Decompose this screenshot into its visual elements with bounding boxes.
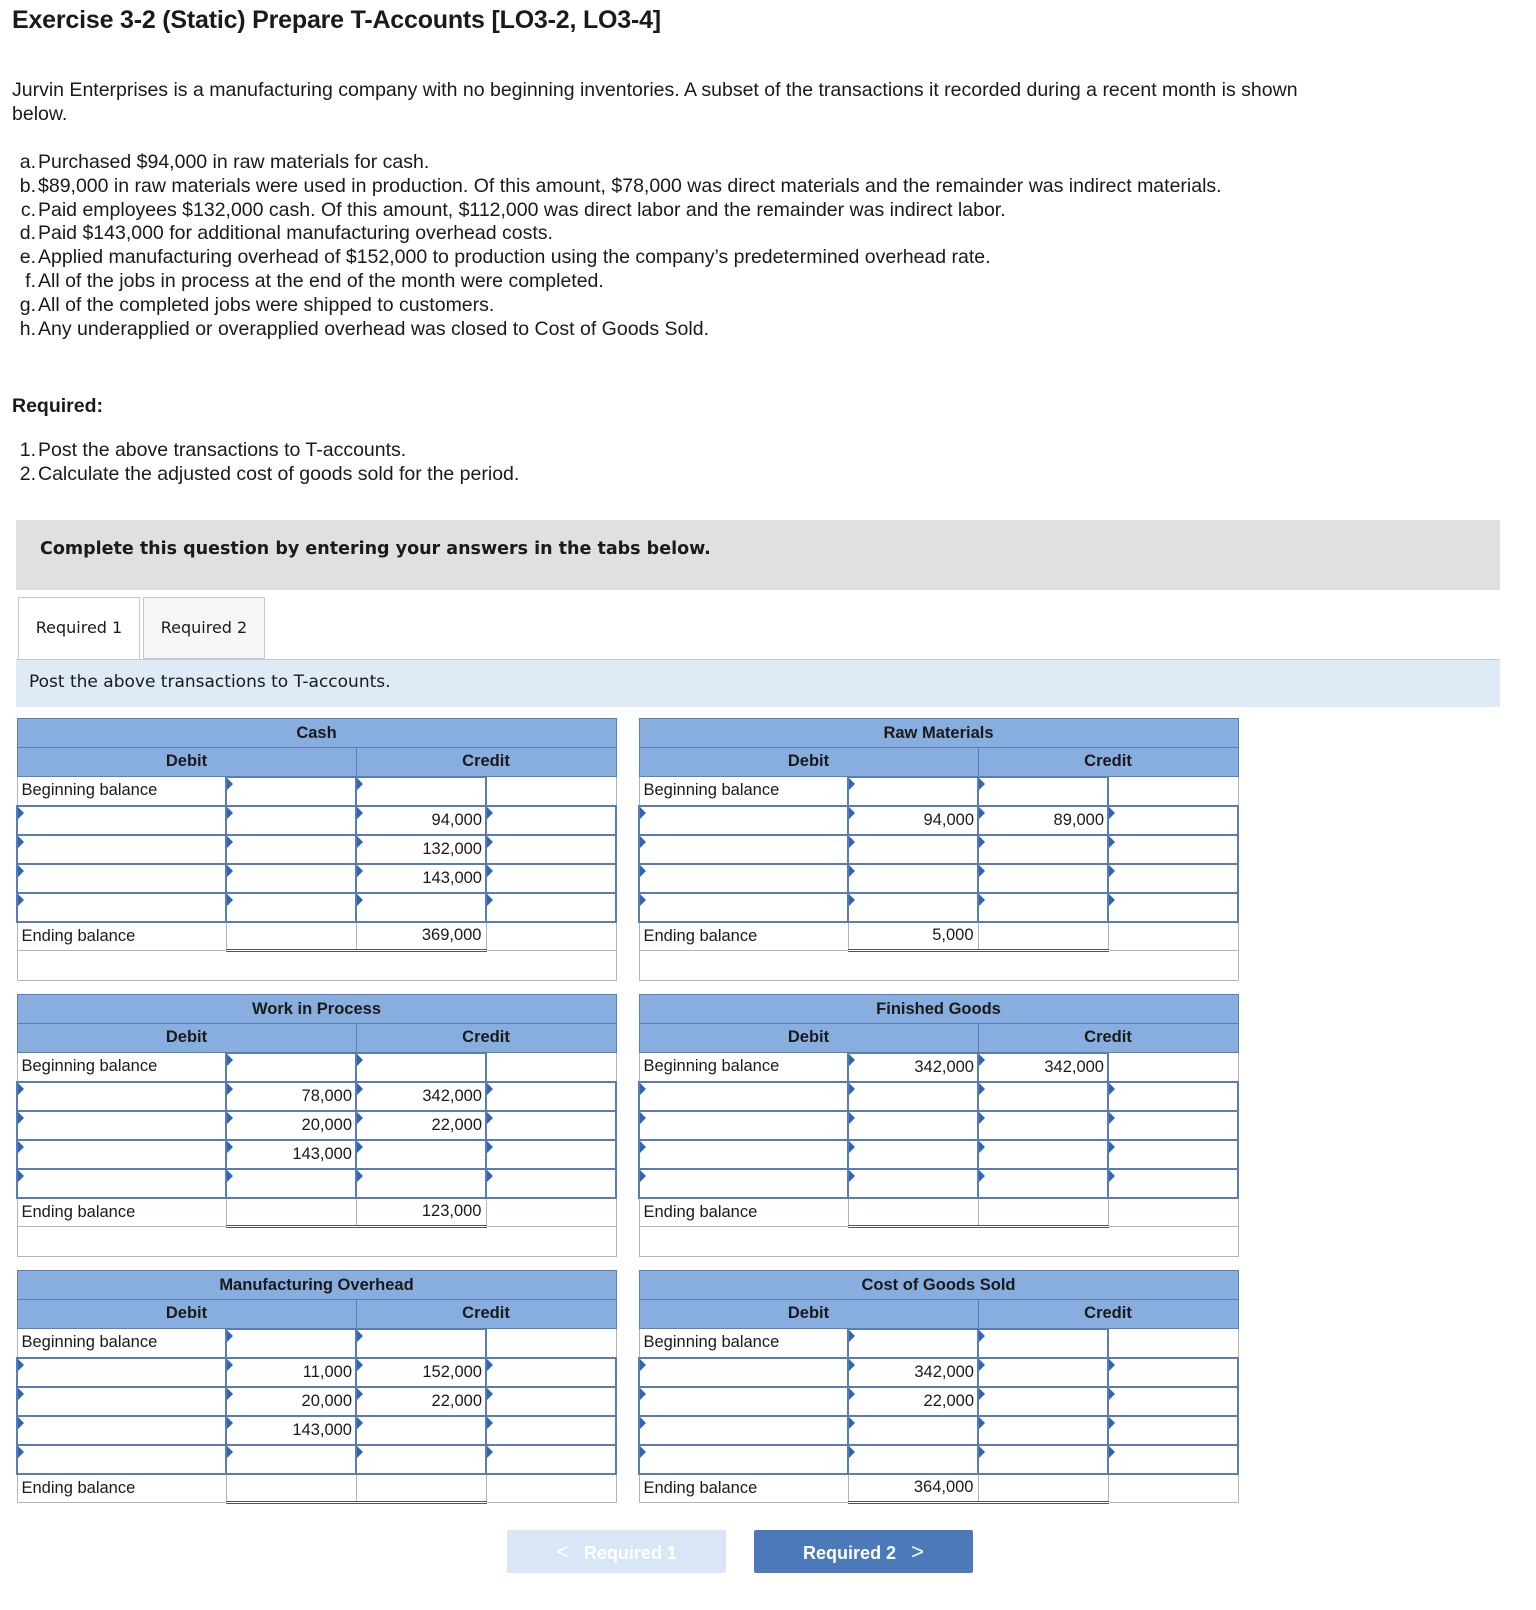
debit-amount-input[interactable]	[226, 893, 356, 922]
credit-amount-input[interactable]: 94,000	[356, 806, 486, 835]
beginning-debit-input[interactable]	[848, 1329, 978, 1358]
credit-amount-input[interactable]: 89,000	[978, 806, 1108, 835]
debit-amount-input[interactable]: 78,000	[226, 1082, 356, 1111]
credit-label-input[interactable]	[486, 893, 616, 922]
account-title: Manufacturing Overhead	[17, 1271, 616, 1300]
blank-cell	[486, 777, 616, 806]
t-account-finished-goods	[638, 994, 1239, 1257]
table-row	[639, 1387, 1238, 1416]
table-row	[639, 806, 1238, 835]
list-item	[14, 151, 1334, 175]
debit-amount-input[interactable]	[226, 1169, 356, 1198]
credit-amount-input[interactable]	[356, 1140, 486, 1169]
list-item	[14, 199, 1334, 223]
credit-amount-input[interactable]	[978, 1416, 1108, 1445]
ending-debit-value	[226, 1198, 356, 1227]
beginning-debit-input[interactable]	[226, 1053, 356, 1082]
debit-header: Debit	[639, 1300, 978, 1329]
debit-header: Debit	[17, 1300, 356, 1329]
t-account-cogs	[638, 1270, 1239, 1504]
credit-label-input[interactable]	[486, 1358, 616, 1387]
beginning-credit-input[interactable]	[978, 1329, 1108, 1358]
credit-label-input[interactable]	[1108, 893, 1238, 922]
item-number: 1.	[19, 439, 36, 461]
item-number: 2.	[19, 463, 36, 485]
credit-header: Credit	[978, 1300, 1238, 1329]
ending-credit-value	[978, 922, 1108, 951]
item-text: Any underapplied or overapplied overhead was closed to Cost of Goods Sold.	[38, 317, 709, 340]
beginning-balance-label: Beginning balance	[639, 1329, 848, 1358]
debit-amount-input[interactable]: 20,000	[226, 1387, 356, 1416]
prev-button-label: Required 1	[583, 1543, 677, 1563]
ending-balance-label: Ending balance	[639, 1198, 848, 1227]
tab-required-2[interactable]: Required 2	[143, 597, 265, 659]
chevron-left-icon: <	[556, 1539, 569, 1564]
spacer-row	[639, 1227, 1238, 1257]
ending-debit-value	[848, 1198, 978, 1227]
debit-header: Debit	[639, 748, 978, 777]
item-letter: f.	[25, 269, 36, 292]
beginning-balance-label: Beginning balance	[639, 777, 848, 806]
debit-label-input[interactable]	[639, 1387, 848, 1416]
debit-label-input[interactable]	[17, 1111, 226, 1140]
ending-balance-label: Ending balance	[17, 1198, 226, 1227]
debit-label-input[interactable]	[639, 893, 848, 922]
beginning-balance-label: Beginning balance	[17, 777, 226, 806]
blank-cell	[486, 922, 616, 951]
table-row	[639, 835, 1238, 864]
debit-label-input[interactable]	[17, 1387, 226, 1416]
table-row	[639, 1111, 1238, 1140]
ending-debit-value: 5,000	[848, 922, 978, 951]
table-row	[17, 1111, 616, 1140]
table-row	[17, 1445, 616, 1474]
next-required-button[interactable]	[754, 1530, 973, 1573]
debit-amount-input[interactable]	[848, 893, 978, 922]
item-text: Purchased $94,000 in raw materials for cash.	[38, 151, 430, 173]
blank-cell	[1108, 777, 1238, 806]
spacer-row	[639, 951, 1238, 981]
debit-label-input[interactable]	[17, 806, 226, 835]
table-row	[17, 1358, 616, 1387]
beginning-balance-label: Beginning balance	[639, 1053, 848, 1082]
credit-amount-input[interactable]	[978, 864, 1108, 893]
ending-credit-value	[978, 1474, 1108, 1503]
credit-label-input[interactable]	[1108, 1416, 1238, 1445]
credit-label-input[interactable]	[486, 1169, 616, 1198]
debit-label-input[interactable]	[639, 1358, 848, 1387]
item-text: $89,000 in raw materials were used in production. Of this amount, $78,000 was direct materials and the remainder was indirect materials.	[38, 174, 1222, 197]
debit-amount-input[interactable]	[848, 1140, 978, 1169]
credit-amount-input[interactable]	[978, 1169, 1108, 1198]
debit-amount-input[interactable]	[226, 1445, 356, 1474]
beginning-credit-input[interactable]	[356, 1053, 486, 1082]
table-row	[639, 1140, 1238, 1169]
ending-credit-value: 369,000	[356, 922, 486, 951]
blank-cell	[1108, 1198, 1238, 1227]
beginning-debit-input[interactable]	[226, 1329, 356, 1358]
credit-header: Credit	[978, 748, 1238, 777]
credit-label-input[interactable]	[1108, 806, 1238, 835]
item-letter: h.	[19, 317, 36, 340]
credit-label-input[interactable]	[1108, 1169, 1238, 1198]
item-text: Paid $143,000 for additional manufacturing overhead costs.	[38, 222, 553, 245]
table-row	[17, 1140, 616, 1169]
ending-credit-value	[978, 1198, 1108, 1227]
account-title: Finished Goods	[639, 995, 1238, 1024]
list-item	[14, 462, 519, 486]
credit-amount-input[interactable]	[356, 893, 486, 922]
item-letter: c.	[20, 198, 36, 221]
list-item	[14, 246, 1334, 270]
credit-amount-input[interactable]	[978, 1358, 1108, 1387]
prev-required-button[interactable]	[507, 1530, 726, 1573]
blank-cell	[1108, 1474, 1238, 1503]
credit-label-input[interactable]	[486, 1140, 616, 1169]
debit-label-input[interactable]	[17, 1358, 226, 1387]
ending-debit-value	[226, 922, 356, 951]
table-row	[17, 835, 616, 864]
credit-label-input[interactable]	[486, 1416, 616, 1445]
table-row	[639, 864, 1238, 893]
debit-header: Debit	[17, 1024, 356, 1053]
intro-text: Jurvin Enterprises is a manufacturing company with no beginning inventories. A subset of the transactions it recorded during a recent month is shown below.	[12, 79, 1298, 125]
item-letter: a.	[19, 151, 36, 173]
item-letter: b.	[19, 174, 36, 197]
beginning-debit-input[interactable]	[226, 777, 356, 806]
credit-amount-input[interactable]	[356, 1445, 486, 1474]
credit-amount-input[interactable]	[978, 1387, 1108, 1416]
debit-amount-input[interactable]	[226, 806, 356, 835]
debit-amount-input[interactable]	[848, 1082, 978, 1111]
debit-amount-input[interactable]: 20,000	[226, 1111, 356, 1140]
credit-label-input[interactable]	[1108, 1111, 1238, 1140]
debit-label-input[interactable]	[639, 806, 848, 835]
credit-amount-input[interactable]: 152,000	[356, 1358, 486, 1387]
beginning-credit-input[interactable]	[978, 777, 1108, 806]
list-item	[14, 318, 1334, 342]
credit-label-input[interactable]	[1108, 1082, 1238, 1111]
item-text: All of the completed jobs were shipped to customers.	[38, 293, 495, 316]
debit-label-input[interactable]	[639, 1111, 848, 1140]
table-row	[17, 806, 616, 835]
spacer-row	[17, 951, 616, 981]
credit-amount-input[interactable]: 132,000	[356, 835, 486, 864]
t-account-mfg-overhead	[16, 1270, 617, 1504]
debit-amount-input[interactable]: 143,000	[226, 1416, 356, 1445]
credit-amount-input[interactable]	[978, 1082, 1108, 1111]
credit-label-input[interactable]	[1108, 1445, 1238, 1474]
beginning-balance-label: Beginning balance	[17, 1329, 226, 1358]
item-letter: d.	[19, 222, 36, 245]
ending-debit-value: 364,000	[848, 1474, 978, 1503]
debit-amount-input[interactable]: 143,000	[226, 1140, 356, 1169]
item-text: Paid employees $132,000 cash. Of this amount, $112,000 was direct labor and the remainder was indirect labor.	[38, 198, 1006, 221]
required-list	[14, 438, 519, 486]
debit-amount-input[interactable]: 11,000	[226, 1358, 356, 1387]
debit-amount-input[interactable]: 22,000	[848, 1387, 978, 1416]
blank-cell	[486, 1474, 616, 1503]
credit-amount-input[interactable]: 143,000	[356, 864, 486, 893]
tab-instruction: Post the above transactions to T-accounts.	[16, 660, 1500, 707]
list-item	[14, 438, 519, 462]
beginning-debit-input[interactable]	[848, 777, 978, 806]
table-row	[639, 1358, 1238, 1387]
debit-label-input[interactable]	[639, 864, 848, 893]
debit-label-input[interactable]	[639, 1082, 848, 1111]
list-item	[14, 175, 1334, 199]
credit-label-input[interactable]	[1108, 835, 1238, 864]
spacer-row	[17, 1227, 616, 1257]
credit-label-input[interactable]	[486, 1445, 616, 1474]
blank-cell	[486, 1329, 616, 1358]
credit-amount-input[interactable]	[356, 1169, 486, 1198]
t-account-raw-materials	[638, 718, 1239, 981]
credit-amount-input[interactable]	[978, 1111, 1108, 1140]
credit-label-input[interactable]	[486, 1387, 616, 1416]
blank-cell	[486, 1053, 616, 1082]
credit-amount-input[interactable]	[978, 835, 1108, 864]
page-title: Exercise 3-2 (Static) Prepare T-Accounts [LO3-2, LO3-4]	[12, 6, 661, 34]
blank-cell	[1108, 1329, 1238, 1358]
debit-label-input[interactable]	[17, 893, 226, 922]
account-title: Raw Materials	[639, 719, 1238, 748]
item-letter: e.	[19, 246, 36, 269]
credit-label-input[interactable]	[1108, 1387, 1238, 1416]
debit-amount-input[interactable]	[848, 1416, 978, 1445]
credit-label-input[interactable]	[486, 806, 616, 835]
debit-header: Debit	[639, 1024, 978, 1053]
credit-label-input[interactable]	[1108, 1140, 1238, 1169]
debit-label-input[interactable]	[639, 1169, 848, 1198]
debit-label-input[interactable]	[639, 1140, 848, 1169]
beginning-debit-input[interactable]: 342,000	[848, 1053, 978, 1082]
debit-amount-input[interactable]	[848, 1445, 978, 1474]
credit-amount-input[interactable]: 22,000	[356, 1387, 486, 1416]
debit-amount-input[interactable]: 342,000	[848, 1358, 978, 1387]
debit-amount-input[interactable]	[848, 835, 978, 864]
credit-label-input[interactable]	[1108, 864, 1238, 893]
tab-required-1[interactable]: Required 1	[18, 597, 140, 660]
table-row	[639, 1445, 1238, 1474]
table-row	[17, 864, 616, 893]
account-title: Cash	[17, 719, 616, 748]
table-row	[639, 893, 1238, 922]
table-row	[17, 1082, 616, 1111]
debit-amount-input[interactable]	[226, 835, 356, 864]
blank-cell	[486, 1198, 616, 1227]
debit-label-input[interactable]	[639, 1445, 848, 1474]
credit-amount-input[interactable]	[978, 1140, 1108, 1169]
required-heading: Required:	[12, 395, 104, 417]
instructions-banner: Complete this question by entering your answers in the tabs below.	[16, 520, 1500, 590]
beginning-credit-input[interactable]	[356, 777, 486, 806]
item-text: All of the jobs in process at the end of the month were completed.	[38, 269, 604, 292]
ending-balance-label: Ending balance	[639, 922, 848, 951]
beginning-credit-input[interactable]	[356, 1329, 486, 1358]
table-row	[17, 1387, 616, 1416]
account-title: Work in Process	[17, 995, 616, 1024]
account-title: Cost of Goods Sold	[639, 1271, 1238, 1300]
table-row	[639, 1416, 1238, 1445]
debit-amount-input[interactable]	[848, 864, 978, 893]
item-letter: g.	[19, 293, 36, 316]
t-account-cash	[16, 718, 617, 981]
table-row	[17, 1169, 616, 1198]
credit-label-input[interactable]	[486, 1111, 616, 1140]
credit-amount-input[interactable]	[356, 1416, 486, 1445]
ending-balance-label: Ending balance	[17, 922, 226, 951]
chevron-right-icon: >	[911, 1539, 924, 1564]
credit-header: Credit	[356, 748, 616, 777]
t-account-wip	[16, 994, 617, 1257]
ending-balance-label: Ending balance	[17, 1474, 226, 1503]
debit-amount-input[interactable]	[226, 864, 356, 893]
ending-balance-label: Ending balance	[639, 1474, 848, 1503]
credit-amount-input[interactable]: 22,000	[356, 1111, 486, 1140]
blank-cell	[1108, 1053, 1238, 1082]
credit-header: Credit	[356, 1300, 616, 1329]
ending-credit-value	[356, 1474, 486, 1503]
table-row	[17, 893, 616, 922]
debit-label-input[interactable]	[17, 1082, 226, 1111]
debit-label-input[interactable]	[17, 835, 226, 864]
debit-amount-input[interactable]	[848, 1111, 978, 1140]
credit-label-input[interactable]	[486, 864, 616, 893]
beginning-balance-label: Beginning balance	[17, 1053, 226, 1082]
debit-header: Debit	[17, 748, 356, 777]
ending-debit-value	[226, 1474, 356, 1503]
table-row	[17, 1416, 616, 1445]
next-button-label: Required 2	[803, 1543, 897, 1563]
credit-amount-input[interactable]	[978, 1445, 1108, 1474]
credit-header: Credit	[356, 1024, 616, 1053]
list-item	[14, 294, 1334, 318]
item-text: Post the above transactions to T-accounts.	[38, 439, 407, 461]
debit-amount-input[interactable]	[848, 1169, 978, 1198]
credit-header: Credit	[978, 1024, 1238, 1053]
credit-label-input[interactable]	[486, 1082, 616, 1111]
transaction-list	[14, 151, 1334, 341]
debit-label-input[interactable]	[17, 1140, 226, 1169]
credit-amount-input[interactable]: 342,000	[356, 1082, 486, 1111]
blank-cell	[1108, 922, 1238, 951]
table-row	[639, 1169, 1238, 1198]
ending-credit-value: 123,000	[356, 1198, 486, 1227]
list-item	[14, 222, 1334, 246]
debit-label-input[interactable]	[17, 1445, 226, 1474]
credit-amount-input[interactable]	[978, 893, 1108, 922]
item-text: Calculate the adjusted cost of goods sold for the period.	[38, 463, 520, 485]
list-item	[14, 270, 1334, 294]
table-row	[639, 1082, 1238, 1111]
debit-amount-input[interactable]: 94,000	[848, 806, 978, 835]
credit-label-input[interactable]	[486, 835, 616, 864]
debit-label-input[interactable]	[17, 1169, 226, 1198]
debit-label-input[interactable]	[639, 835, 848, 864]
beginning-credit-input[interactable]: 342,000	[978, 1053, 1108, 1082]
debit-label-input[interactable]	[17, 1416, 226, 1445]
credit-label-input[interactable]	[1108, 1358, 1238, 1387]
item-text: Applied manufacturing overhead of $152,000 to production using the company’s predetermined overhead rate.	[38, 246, 991, 269]
debit-label-input[interactable]	[17, 864, 226, 893]
debit-label-input[interactable]	[639, 1416, 848, 1445]
